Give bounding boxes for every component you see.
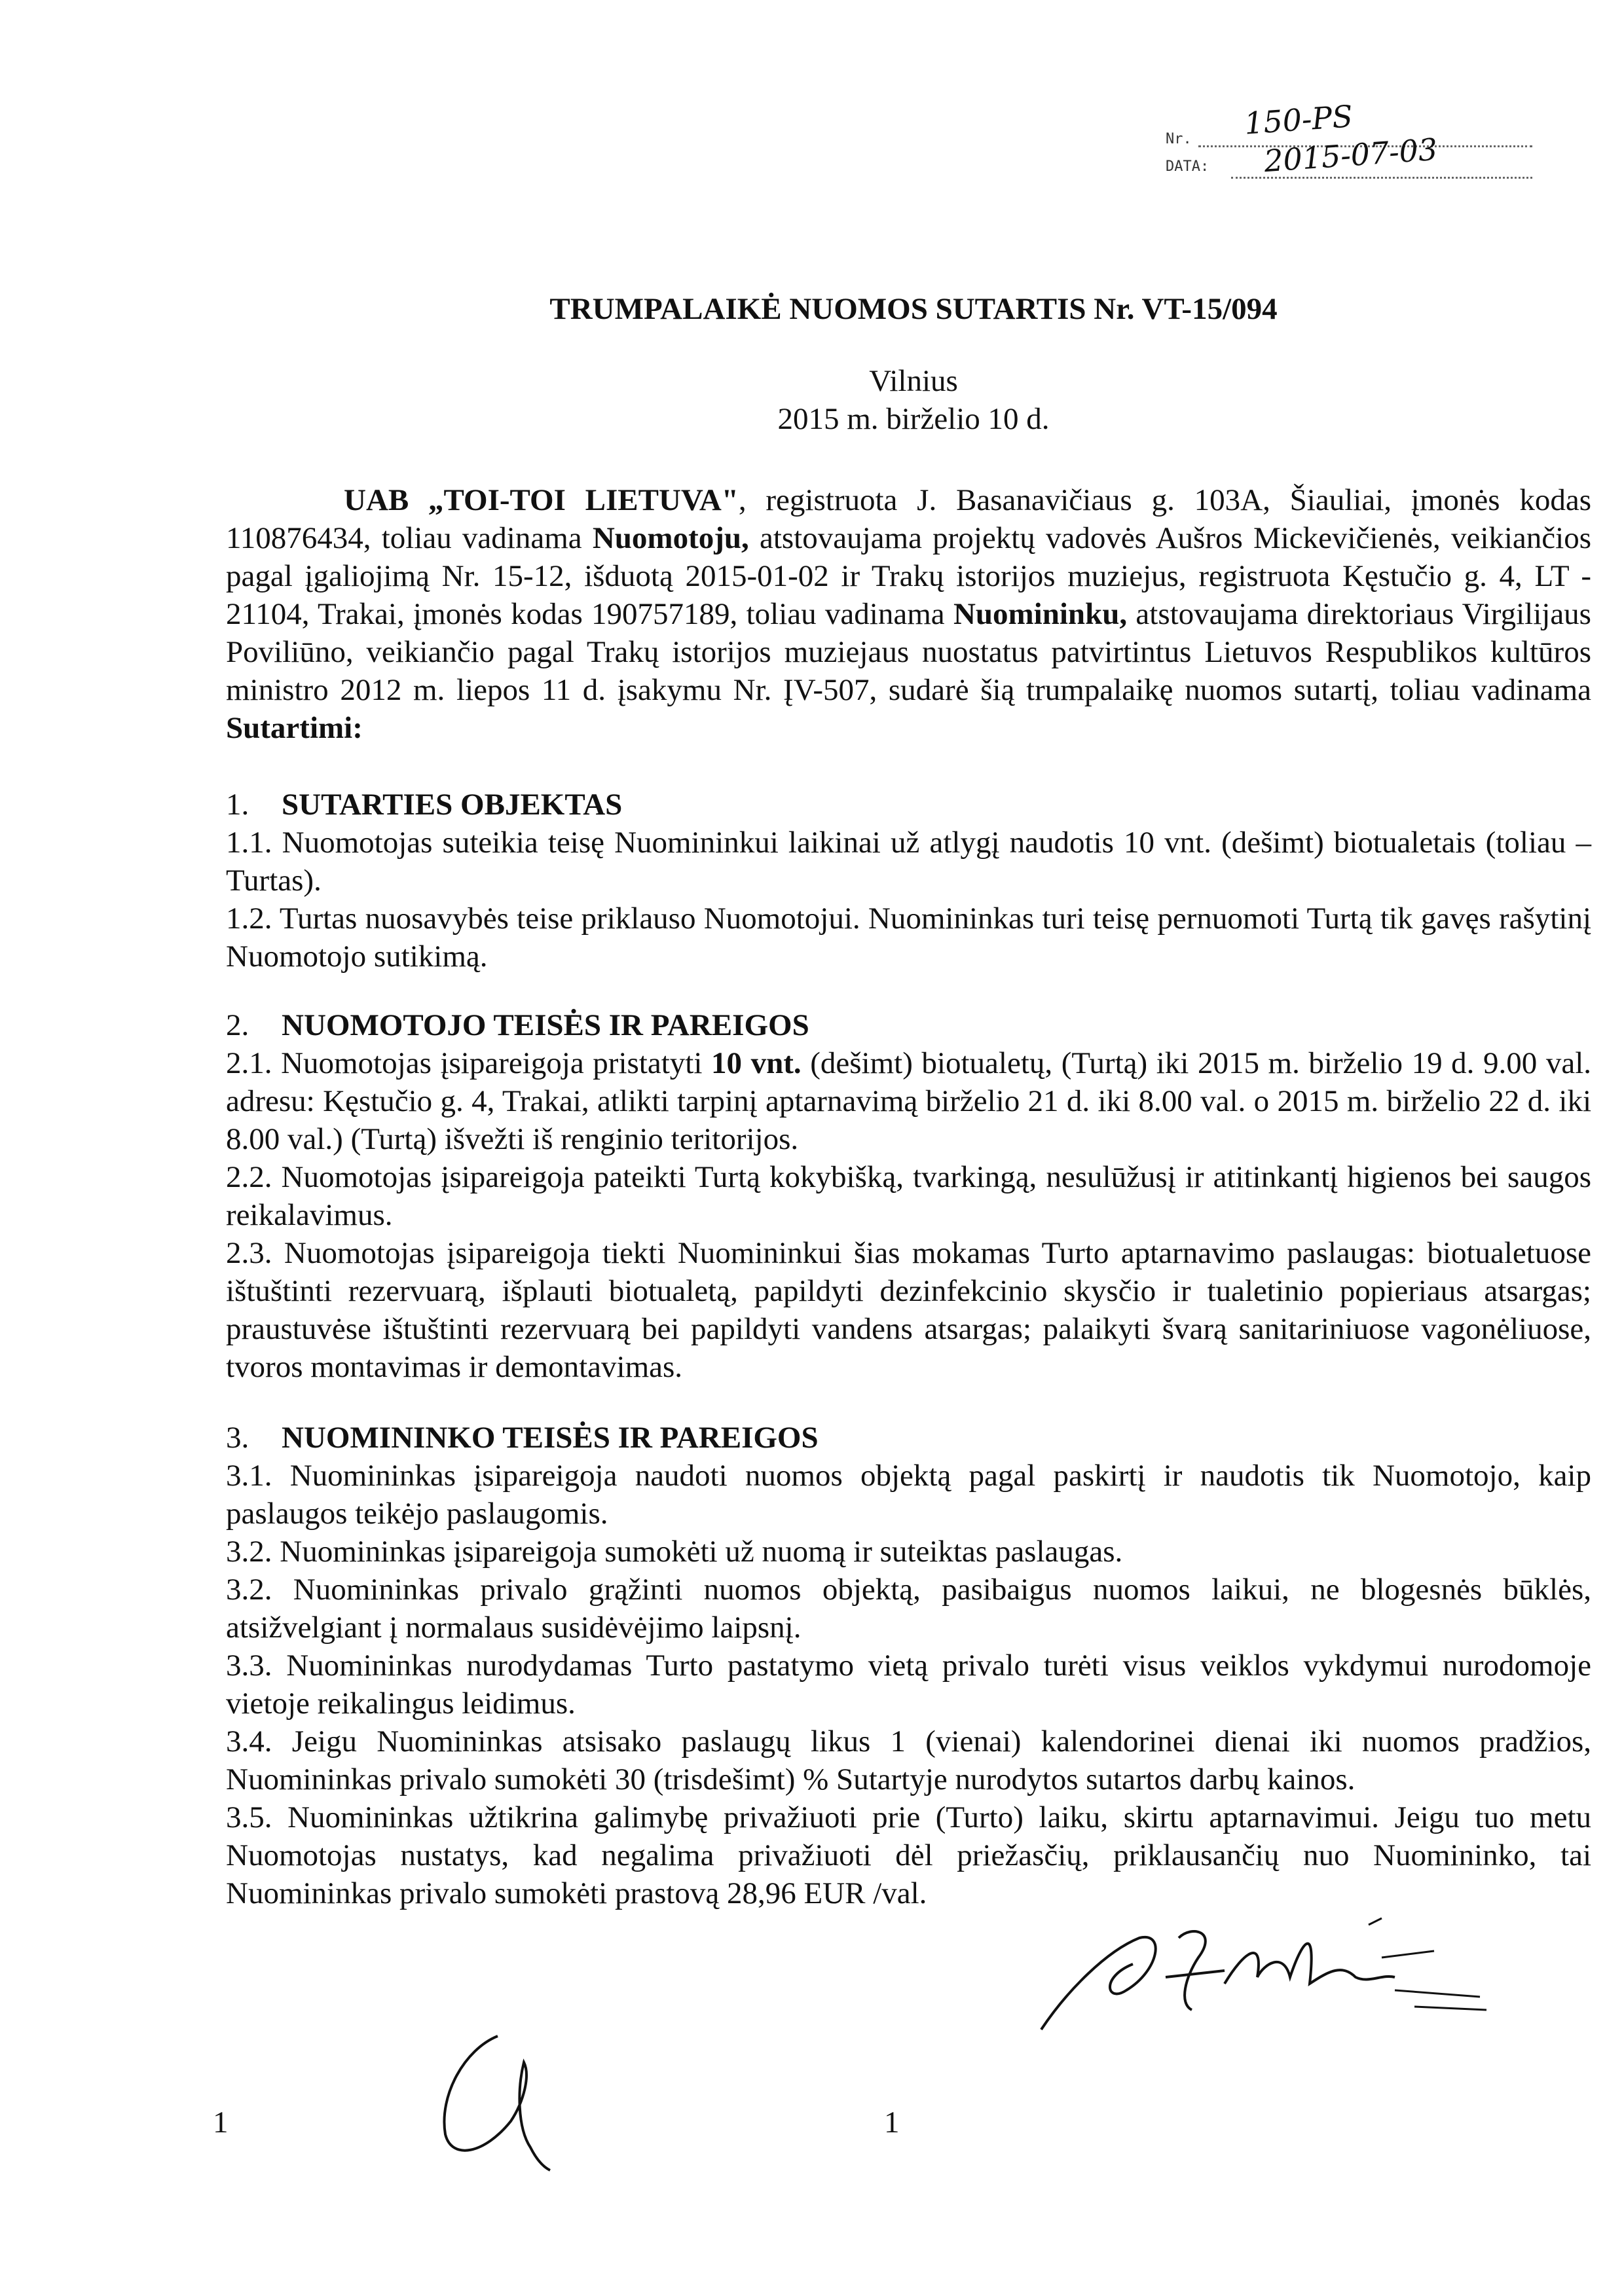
intro-text: , registruota J. Basanavičiaus g. 103A, Šiauliai, įmonės kodas 110876434, toliau vadinama bbox=[226, 483, 1591, 555]
intro-text: atstovaujama direktoriaus Virgilijaus Poviliūno, veikiančio pagal Trakų istorijos muziejaus nuostatus patvirtintus Lietuvos Respublikos kultūros ministro 2012 m. liepos 11 d. įsakymu Nr. ĮV-507, sudarė šią trumpalaikę nuomos sutartį, toliau vadinama bbox=[226, 597, 1591, 707]
stamp-date-label: DATA: bbox=[1166, 158, 1209, 175]
stamp-nr-value: 150-PS bbox=[1243, 98, 1354, 141]
stamp-nr-label: Nr. bbox=[1166, 131, 1192, 147]
clause: 1.2. Turtas nuosavybės teise priklauso Nuomotojui. Nuomininkas turi teisę pernuomoti Turtą tik gavęs rašytinį Nuomotojo sutikimą. bbox=[226, 902, 1591, 974]
section-3 bbox=[226, 1419, 1591, 1912]
clause: 3.1. Nuomininkas įsipareigoja naudoti nuomos objektą pagal paskirtį ir naudotis tik Nuomotojo, kaip paslaugos teikėjo paslaugomis. bbox=[226, 1459, 1591, 1531]
director-signature bbox=[1028, 1912, 1500, 2056]
section-2 bbox=[226, 1006, 1591, 1386]
registration-stamp bbox=[1166, 98, 1532, 183]
clause: 2.1. Nuomotojas įsipareigoja pristatyti 10 vnt. (dešimt) biotualetų, (Turtą) iki 2015 m. birželio 19 d. 9.00 val. adresu: Kęstučio g. 4, Trakai, atlikti tarpinį aptarnavimą birželio 21 d. iki 8.00 val. o 2015 m. birželio 22 d. iki 8.00 val.) (Turtą) išvežti iš renginio teritorijos. bbox=[226, 1046, 1592, 1156]
document-date: 2015 m. birželio 10 d. bbox=[777, 402, 1050, 436]
clause: 3.5. Nuomininkas užtikrina galimybę privažiuoti prie (Turto) laiku, skirtu aptarnavimui. Jeigu tuo metu Nuomotojas nustatys, kad negalima privažiuoti dėl priežasčių, priklausančių nuo Nuomininko, tai Nuomininkas privalo sumokėti prastovą 28,96 EUR /val. bbox=[226, 1800, 1591, 1910]
intro-paragraph bbox=[226, 481, 1591, 747]
page-number-left: 1 bbox=[213, 2105, 229, 2140]
section-heading: 1. SUTARTIES OBJEKTAS bbox=[226, 788, 623, 822]
intro-text: atstovaujama projektų vadovės Aušros Mickevičienės, veikiančios pagal įgaliojimą Nr. 15-12, išduotą 2015-01-02 ir Trakų istorijos muziejus, registruota Kęstučio g. 4, LT - 21104, Trakai, įmonės kodas 190757189, toliau vadinama bbox=[226, 521, 1592, 631]
company-name: UAB „TOI-TOI LIETUVA" bbox=[344, 483, 739, 517]
document-title: TRUMPALAIKĖ NUOMOS SUTARTIS Nr. VT-15/094 bbox=[549, 292, 1278, 326]
lessee-term: Nuomininku, bbox=[953, 597, 1128, 631]
section-1 bbox=[226, 786, 1591, 975]
lessor-term: Nuomotoju, bbox=[592, 521, 749, 555]
clause: 3.2. Nuomininkas įsipareigoja sumokėti už nuomą ir suteiktas paslaugas. bbox=[226, 1535, 1123, 1569]
clause: 2.2. Nuomotojas įsipareigoja pateikti Turtą kokybišką, tvarkingą, nesulūžusį ir atitinkantį higienos bei saugos reikalavimus. bbox=[226, 1160, 1591, 1232]
section-heading: 3. NUOMININKO TEISĖS IR PAREIGOS bbox=[226, 1421, 819, 1455]
document-place: Vilnius bbox=[869, 364, 958, 398]
page-number-center: 1 bbox=[884, 2105, 900, 2140]
agreement-term: Sutartimi: bbox=[226, 711, 363, 745]
section-heading: 2. NUOMOTOJO TEISĖS IR PAREIGOS bbox=[226, 1008, 809, 1042]
clause: 2.3. Nuomotojas įsipareigoja tiekti Nuomininkui šias mokamas Turto aptarnavimo paslaugas: biotualetuose ištuštinti rezervuarą, išplauti biotualetą, papildyti dezinfekcinio skysčio ir tualetinio popieriaus atsargas; praustuvėse ištuštinti rezervuarą bei papildyti vandens atsargas; palaikyti švarą sanitariniuose vagonėliuose, tvoros montavimas ir demontavimas. bbox=[226, 1236, 1591, 1384]
clause: 3.2. Nuomininkas privalo grąžinti nuomos objektą, pasibaigus nuomos laikui, ne blogesnės būklės, atsižvelgiant į normalaus susidėvėjimo laipsnį. bbox=[226, 1573, 1591, 1645]
initials-signature bbox=[419, 2023, 570, 2174]
clause: 3.4. Jeigu Nuomininkas atsisako paslaugų likus 1 (vienai) kalendorinei dienai iki nuomos pradžios, Nuomininkas privalo sumokėti 30 (trisdešimt) % Sutartyje nurodytos sutartos darbų kainos. bbox=[226, 1724, 1591, 1796]
clause: 1.1. Nuomotojas suteikia teisę Nuomininkui laikinai už atlygį naudotis 10 vnt. (dešimt) biotualetais (toliau – Turtas). bbox=[226, 826, 1591, 898]
stamp-date-value: 2015-07-03 bbox=[1263, 131, 1439, 179]
clause: 3.3. Nuomininkas nurodydamas Turto pastatymo vietą privalo turėti visus veiklos vykdymui nurodomoje vietoje reikalingus leidimus. bbox=[226, 1649, 1591, 1721]
